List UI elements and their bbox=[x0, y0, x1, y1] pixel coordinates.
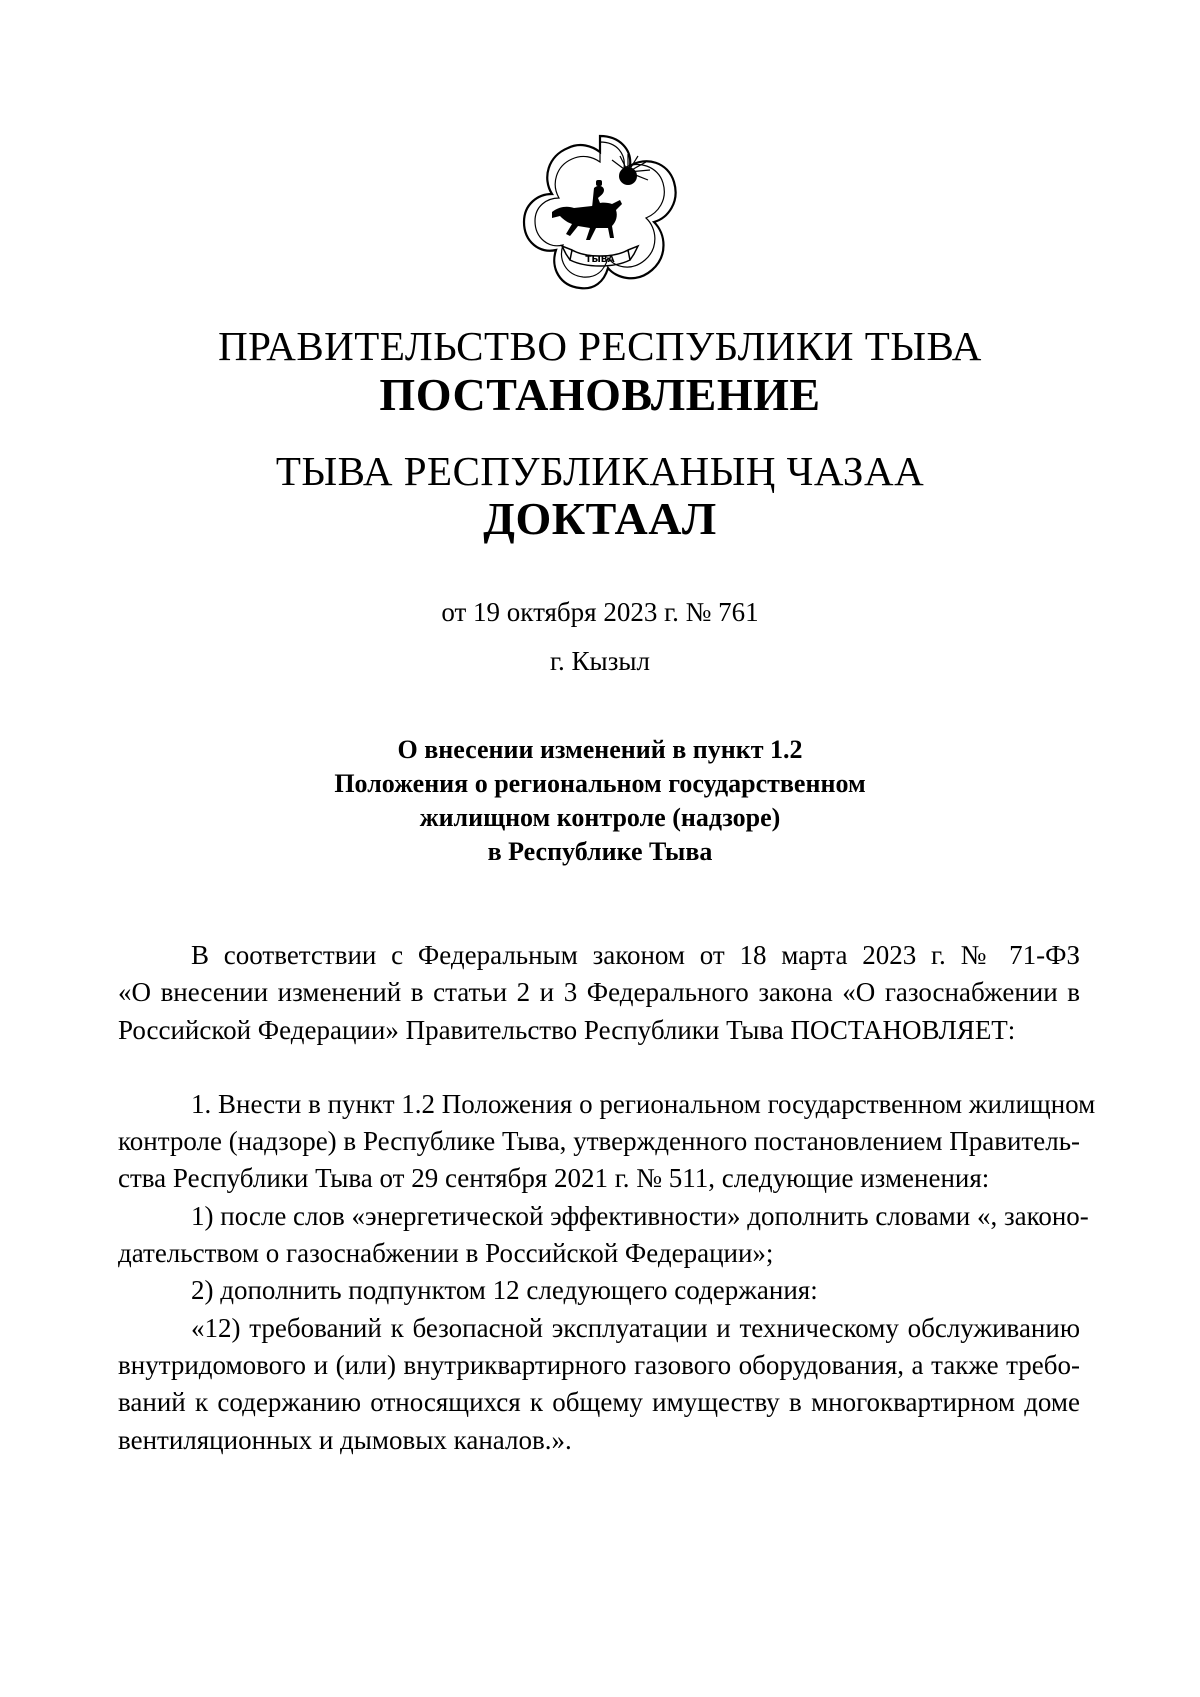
text-line: ства Республики Тыва от 29 сентября 2021 г. № 511, следующие изменения: bbox=[118, 1163, 990, 1194]
document-type-ru: ПОСТАНОВЛЕНИЕ bbox=[379, 369, 821, 420]
text-line: «О внесении изменений в статьи 2 и 3 Федерального закона «О газоснабжении в bbox=[118, 977, 1080, 1008]
text-line: В соответствии с Федеральным законом от 18 марта 2023 г. № 71-ФЗ bbox=[191, 940, 1080, 970]
subclause-2-paragraph bbox=[118, 1272, 1080, 1309]
government-name-tyv: ТЫВА РЕСПУБЛИКАНЫҢ ЧАЗАА bbox=[275, 448, 925, 494]
document-title bbox=[0, 733, 1200, 869]
tuva-emblem-icon bbox=[516, 128, 684, 296]
document-city: г. Кызыл bbox=[550, 646, 650, 676]
subclause-12-text-paragraph bbox=[118, 1310, 1080, 1459]
document-title-line: Положения о региональном государственном bbox=[334, 769, 866, 798]
document-title-line: в Республике Тыва bbox=[487, 837, 713, 866]
text-line: вентиляционных и дымовых каналов.». bbox=[118, 1424, 572, 1455]
text-line: «12) требований к безопасной эксплуатации и техническому обслуживанию bbox=[191, 1312, 1080, 1343]
text-line: Российской Федерации» Правительство Республики Тыва ПОСТАНОВЛЯЕТ: bbox=[118, 1014, 1016, 1045]
clause-1-paragraph bbox=[118, 1086, 1096, 1198]
text-line: ваний к содержанию относящихся к общему имуществу в многоквартирном доме bbox=[118, 1387, 1080, 1418]
document-type-tyv: ДОКТААЛ bbox=[483, 493, 717, 544]
document-date-number: от 19 октября 2023 г. № 761 bbox=[441, 597, 759, 627]
emblem-ribbon-text: ТЫВА bbox=[585, 255, 615, 265]
text-line: внутридомового и (или) внутриквартирного газового оборудования, а также требо- bbox=[118, 1349, 1080, 1380]
document-title-line: О внесении изменений в пункт 1.2 bbox=[397, 735, 803, 764]
text-line: 2) дополнить подпунктом 12 следующего содержания: bbox=[191, 1275, 818, 1306]
text-line: дательством о газоснабжении в Российской Федерации»; bbox=[118, 1238, 774, 1269]
subclause-1-paragraph bbox=[118, 1198, 1089, 1273]
preamble-paragraph bbox=[118, 937, 1080, 1049]
government-name-ru: ПРАВИТЕЛЬСТВО РЕСПУБЛИКИ ТЫВА bbox=[218, 323, 982, 369]
text-line: контроле (надзоре) в Республике Тыва, утвержденного постановлением Правитель- bbox=[118, 1126, 1080, 1157]
document-title-line: жилищном контроле (надзоре) bbox=[419, 803, 781, 832]
document-body bbox=[118, 937, 1096, 1459]
text-line: 1. Внести в пункт 1.2 Положения о региональном государственном жилищном bbox=[191, 1088, 1096, 1119]
text-line: 1) после слов «энергетической эффективности» дополнить словами «, законо- bbox=[191, 1200, 1089, 1231]
